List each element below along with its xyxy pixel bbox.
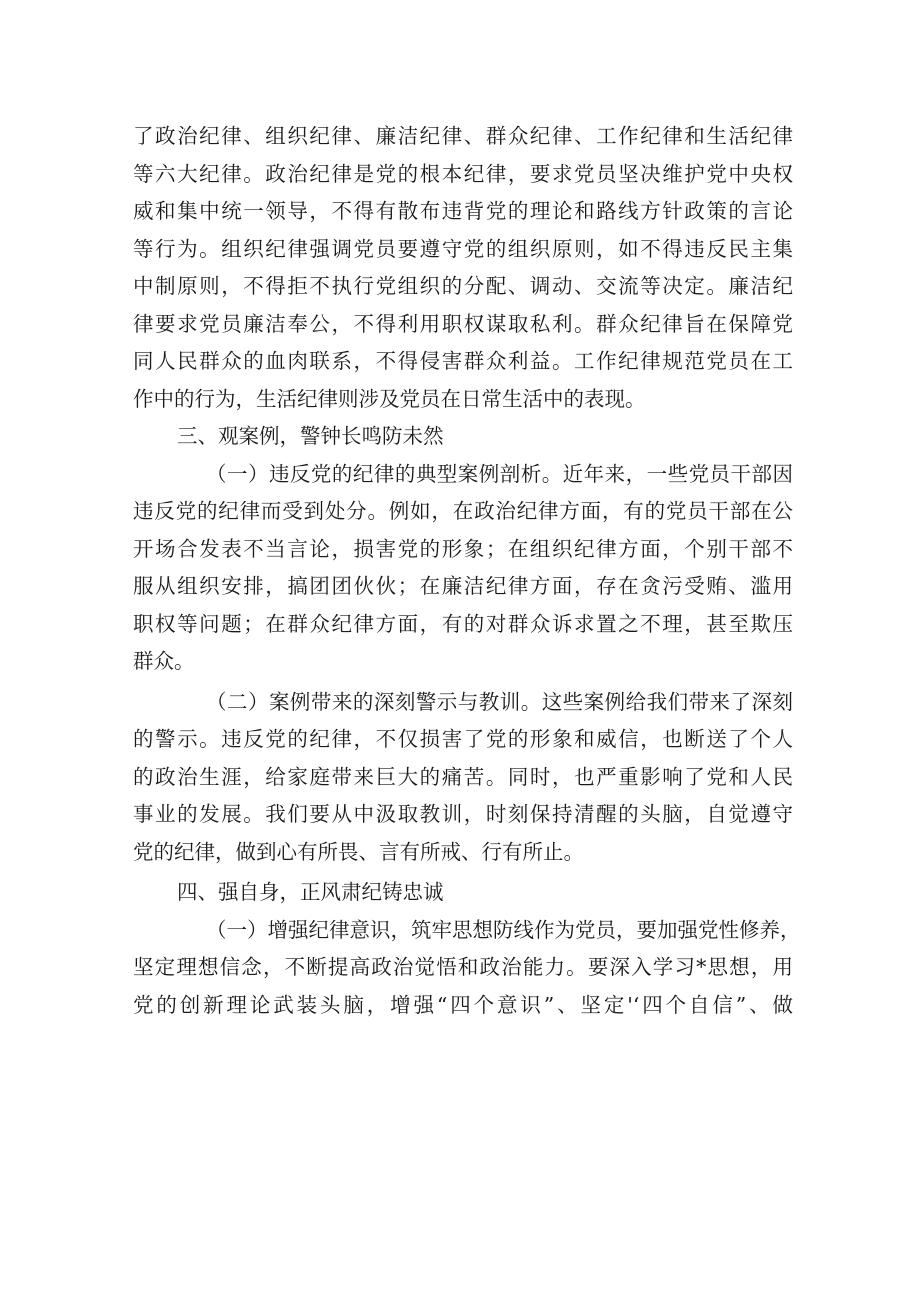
text-line: 等六大纪律。政治纪律是党的根本纪律，要求党员坚决维护党中央权 xyxy=(133,161,793,186)
text-line: 职权等问题；在群众纪律方面，有的对群众诉求置之不理，甚至欺压 xyxy=(133,611,793,636)
text-line: 党的纪律，做到心有所畏、言有所戒、行有所止。 xyxy=(133,839,584,864)
text-line: 作中的行为，生活纪律则涉及党员在日常生活中的表现。 xyxy=(133,386,646,411)
text-line: 党的创新理论武装头脑，增强“四个意识”、坚定'‘四个自信”、做 xyxy=(133,992,793,1017)
text-line: 了政治纪律、组织纪律、廉洁纪律、群众纪律、工作纪律和生活纪律 xyxy=(133,124,793,148)
section-heading: 三、观案例，警钟长鸣防未然 xyxy=(177,424,444,448)
text-line: 同人民群众的血肉联系，不得侵害群众利益。工作纪律规范党员在工 xyxy=(133,349,793,373)
text-line: 违反党的纪律而受到处分。例如，在政治纪律方面，有的党员干部在公 xyxy=(133,499,793,523)
section-heading: 四、强自身，正风肃纪铸忠诚 xyxy=(177,880,444,904)
text-line: 律要求党员廉洁奉公，不得利用职权谋取私利。群众纪律旨在保障党 xyxy=(133,311,793,336)
text-line: 中制原则，不得拒不执行党组织的分配、调动、交流等决定。廉洁纪 xyxy=(133,274,793,298)
text-line: （一）违反党的纪律的典型案例剖析。近年来，一些党员干部因 xyxy=(206,461,793,486)
text-line: 坚定理想信念，不断提高政治觉悟和政治能力。要深入学习*思想，用 xyxy=(133,955,793,979)
text-line: 服从组织安排，搞团团伙伙；在廉洁纪律方面，存在贪污受贿、滥用 xyxy=(133,574,793,598)
text-line: 开场合发表不当言论，损害党的形象；在组织纪律方面，个别干部不 xyxy=(133,536,793,561)
document-body xyxy=(133,118,801,1024)
text-line: 事业的发展。我们要从中汲取教训，时刻保持清醒的头脑，自觉遵守 xyxy=(133,802,793,826)
text-line: （二）案例带来的深刻警示与教训。这些案例给我们带来了深刻 xyxy=(206,689,793,714)
text-line: 群众。 xyxy=(133,649,195,673)
text-line: 的警示。违反党的纪律，不仅损害了党的形象和威信，也断送了个人 xyxy=(133,727,793,751)
text-line: 等行为。组织纪律强调党员要遵守党的组织原则，如不得违反民主集 xyxy=(133,236,793,261)
text-line: （一）增强纪律意识，筑牢思想防线作为党员，要加强党性修养， xyxy=(206,917,801,942)
text-line: 威和集中统一领导，不得有散布违背党的理论和路线方针政策的言论 xyxy=(133,199,793,223)
text-line: 的政治生涯，给家庭带来巨大的痛苦。同时，也严重影响了党和人民 xyxy=(133,764,793,789)
